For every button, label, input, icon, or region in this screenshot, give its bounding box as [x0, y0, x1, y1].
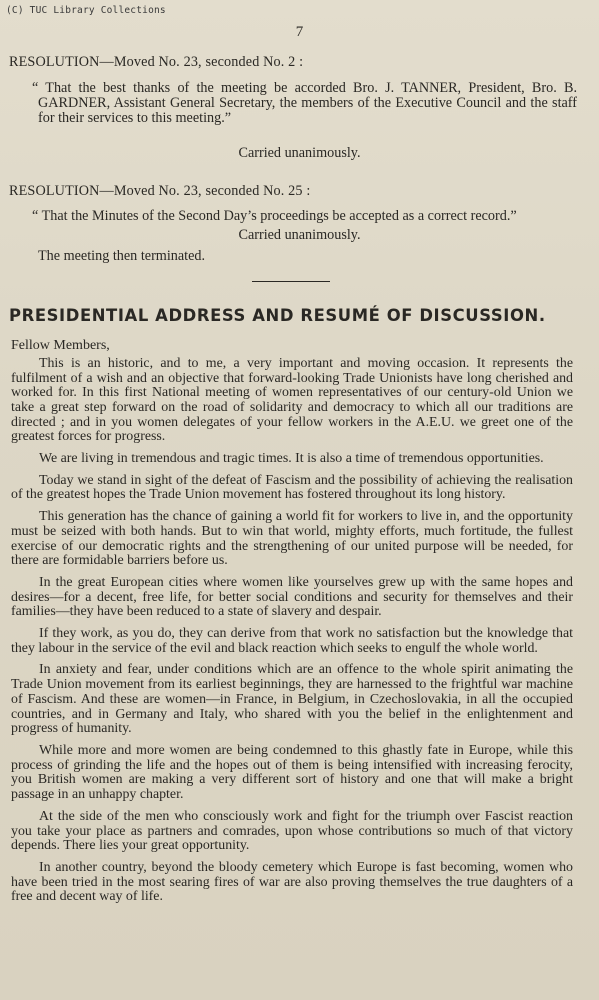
- body-paragraph: If they work, as you do, they can derive from that work no satisfaction but the knowledge that they labour in the service of the evil and black reaction which seeks to engulf the whole world.: [11, 626, 573, 656]
- body-paragraph: In anxiety and fear, under conditions which are an offence to the whole spirit animating the Trade Union movement from its earliest beginnings, they are harnessed to the frightful war machine of Fascism. And these are women—in France, in Belgium, in Czechoslovakia, in all the occupied countries, and in Germany and Italy, who shared with you the belief in the enlightenment and progress of humanity.: [11, 662, 573, 737]
- section-title: PRESIDENTIAL ADDRESS AND RESUMÉ OF DISCUSSION.: [9, 305, 546, 325]
- body-paragraph: This generation has the chance of gaining a world fit for workers to live in, and the opportunity must be seized with both hands. But to win that world, mighty efforts, much fortitude, the fullest exercise of our democratic rights and the strengthening of our united purpose will be needed, for there are formidable barriers before us.: [11, 509, 573, 569]
- page-number: 7: [295, 24, 304, 40]
- body-paragraph: In the great European cities where women like yourselves grew up with the same hopes and desires—for a decent, free life, for better social conditions and security for themselves and their families—they have been reduced to a state of slavery and despair.: [11, 574, 573, 620]
- body-paragraph: Today we stand in sight of the defeat of Fascism and the possibility of achieving the realisation of the greatest hopes the Trade Union movement has fostered throughout its long history.: [11, 472, 573, 503]
- body-paragraph: We are living in tremendous and tragic times. It is also a time of tremendous opportunities.: [39, 451, 544, 467]
- page-content: [0, 54, 599, 905]
- address-body: [0, 357, 599, 905]
- resolution-heading: RESOLUTION—Moved No. 23, seconded No. 25 :: [9, 182, 311, 199]
- copyright-watermark: (C) TUC Library Collections: [6, 5, 166, 16]
- resolution-heading: RESOLUTION—Moved No. 23, seconded No. 2 :: [9, 54, 304, 70]
- body-paragraph: While more and more women are being condemned to this ghastly fate in Europe, while this process of grinding the life and the hopes out of them is being intensified with increasing ferocity, you British women are making a very different sort of history and one that will make a bright passage in an unhappy chapter.: [11, 742, 573, 803]
- resolution-text: “ That the Minutes of the Second Day’s proceedings be accepted as a correct record.”: [32, 207, 517, 224]
- resolution-text: “ That the best thanks of the meeting be accorded Bro. J. TANNER, President, Bro. B. GARDNER, Assistant General Secretary, the members of the Executive Council and the staff for their services to this meeting.”: [32, 80, 577, 127]
- body-paragraph: In another country, beyond the bloody cemetery which Europe is fast becoming, women who have been tried in the most searing fires of war are also proving themselves the true daughters of a free and decent way of life.: [11, 859, 573, 905]
- closing-statement: The meeting then terminated.: [38, 247, 206, 264]
- body-paragraph: At the side of the men who consciously work and fight for the triumph over Fascist reaction you take your place as partners and comrades, upon whose contributions so much of that victory depends. There lies your great opportunity.: [11, 808, 573, 854]
- resolution-result: Carried unanimously.: [238, 226, 361, 243]
- body-paragraph: This is an historic, and to me, a very important and moving occasion. It represents the fulfilment of a wish and an objective that forward-looking Trade Unionists have long cherished and worked for. In this first National meeting of women representatives of our century-old Union we take a great step forward on the road of solidarity and democracy to which all our traditions are directed ; and in you women delegates of your fellow workers in the A.E.U. we greet one of the greatest forces for progress.: [11, 355, 573, 445]
- salutation: Fellow Members,: [11, 337, 110, 353]
- resolution-result: Carried unanimously.: [238, 144, 361, 161]
